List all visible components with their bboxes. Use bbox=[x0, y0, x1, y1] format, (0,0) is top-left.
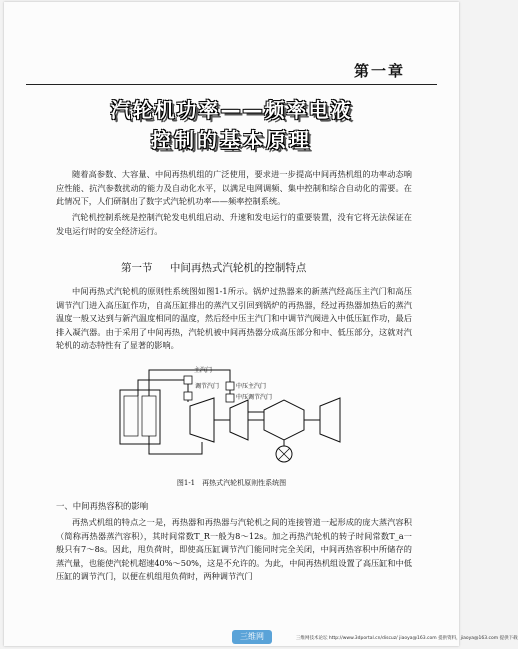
hp-turbine-icon bbox=[190, 398, 214, 442]
label-main-stop-valve: 主汽门 bbox=[194, 367, 213, 374]
ip-control-valve-icon bbox=[226, 394, 234, 402]
label-control-valve: 调节汽门 bbox=[195, 383, 220, 390]
superheater-coil bbox=[124, 396, 138, 436]
figure-caption: 图1-1 再热式汽轮机原则性系统图 bbox=[176, 479, 287, 487]
label-ip-control-valve: 中压调节汽门 bbox=[236, 394, 273, 401]
lp-turbine-icon bbox=[264, 400, 304, 440]
intro-paragraph-1: 随着高参数、大容量、中间再热机组的广泛使用，要求进一步提高中间再热机组的功率动态响应性能、抗汽参数扰动的能力及自动化水平，以满足电网调频、集中控制和综合自动化的需要。在此情况下，人们研制出了数字式汽轮机功率——频率控制系统。 bbox=[56, 169, 412, 207]
section-title: 中间再热式汽轮机的控制特点 bbox=[169, 262, 307, 274]
section-paragraph-1: 中间再热式汽轮机的原则性系统图如图1-1所示。锅炉过热器来的新蒸汽经高压主汽门和高压调节汽门进入高压缸作功，自高压缸排出的蒸汽又引回到锅炉的再热器，经过再热器加热后的蒸汽温度一般又达到与新汽温度相同的温度，然后经中压主汽门和中调节汽阀进入中低压缸作功，最后排入凝汽器。由于采用了中间再热，汽轮机被中间再热器分成高压部分和中、低压部分，这就对汽轮机的动态特性有了显著的影响。 bbox=[56, 286, 412, 351]
footer-watermark-text: 三维网技术论坛 http://www.3dportal.cn/discuz/ jiaoya@163.com 提供资料，jiaoya@163.com 提供下载 bbox=[296, 636, 518, 641]
subsection-heading: 一、中间再热容积的影响 bbox=[56, 501, 149, 511]
subsection-paragraph-1: 再热式机组的特点之一是，再热器和再热器与汽轮机之间的连接管道一起形成的庞大蒸汽容积（简称再热器蒸汽容积），其时间常数T_R一般为8～12s。加之再热汽轮机的转子时间常数T_a一般只有7～8s。因此，甩负荷时，即使高压缸调节汽门能同时完全关闭，中间再热容积中所储存的蒸汽量，也能使汽轮机超速40%～50%，这是不允许的。为此，中间再热机组设置了高压缸和中低压缸的调节汽门，以便在机组甩负荷时，两种调节汽门 bbox=[56, 517, 412, 582]
intro-paragraph-2: 汽轮机控制系统是控制汽轮发电机组启动、升速和发电运行的重要装置，没有它将无法保证在发电运行时的安全经济运行。 bbox=[56, 212, 412, 236]
site-logo: 三维网 bbox=[232, 630, 272, 644]
chapter-title-line1: 汽轮机功率——频率电液 bbox=[110, 98, 353, 122]
main-steam-pipe bbox=[138, 380, 188, 402]
chapter-title-line2: 控制的基本原理 bbox=[151, 128, 312, 152]
ip-turbine-icon bbox=[230, 400, 248, 440]
main-stop-valve-icon bbox=[184, 376, 192, 384]
document-page bbox=[4, 2, 518, 646]
generator-icon bbox=[320, 398, 340, 442]
section-heading bbox=[121, 260, 306, 275]
section-number: 第一节 bbox=[121, 262, 153, 274]
reheater-coil bbox=[142, 396, 156, 436]
chapter-rule bbox=[26, 84, 437, 85]
cold-reheat-pipe bbox=[149, 436, 202, 454]
label-ip-stop-valve: 中压主汽门 bbox=[236, 383, 267, 390]
ip-stop-valve-icon bbox=[226, 382, 234, 390]
chapter-number: 第一章 bbox=[354, 62, 406, 80]
reheat-turbine-diagram bbox=[114, 358, 404, 462]
control-valve-icon bbox=[184, 392, 192, 400]
